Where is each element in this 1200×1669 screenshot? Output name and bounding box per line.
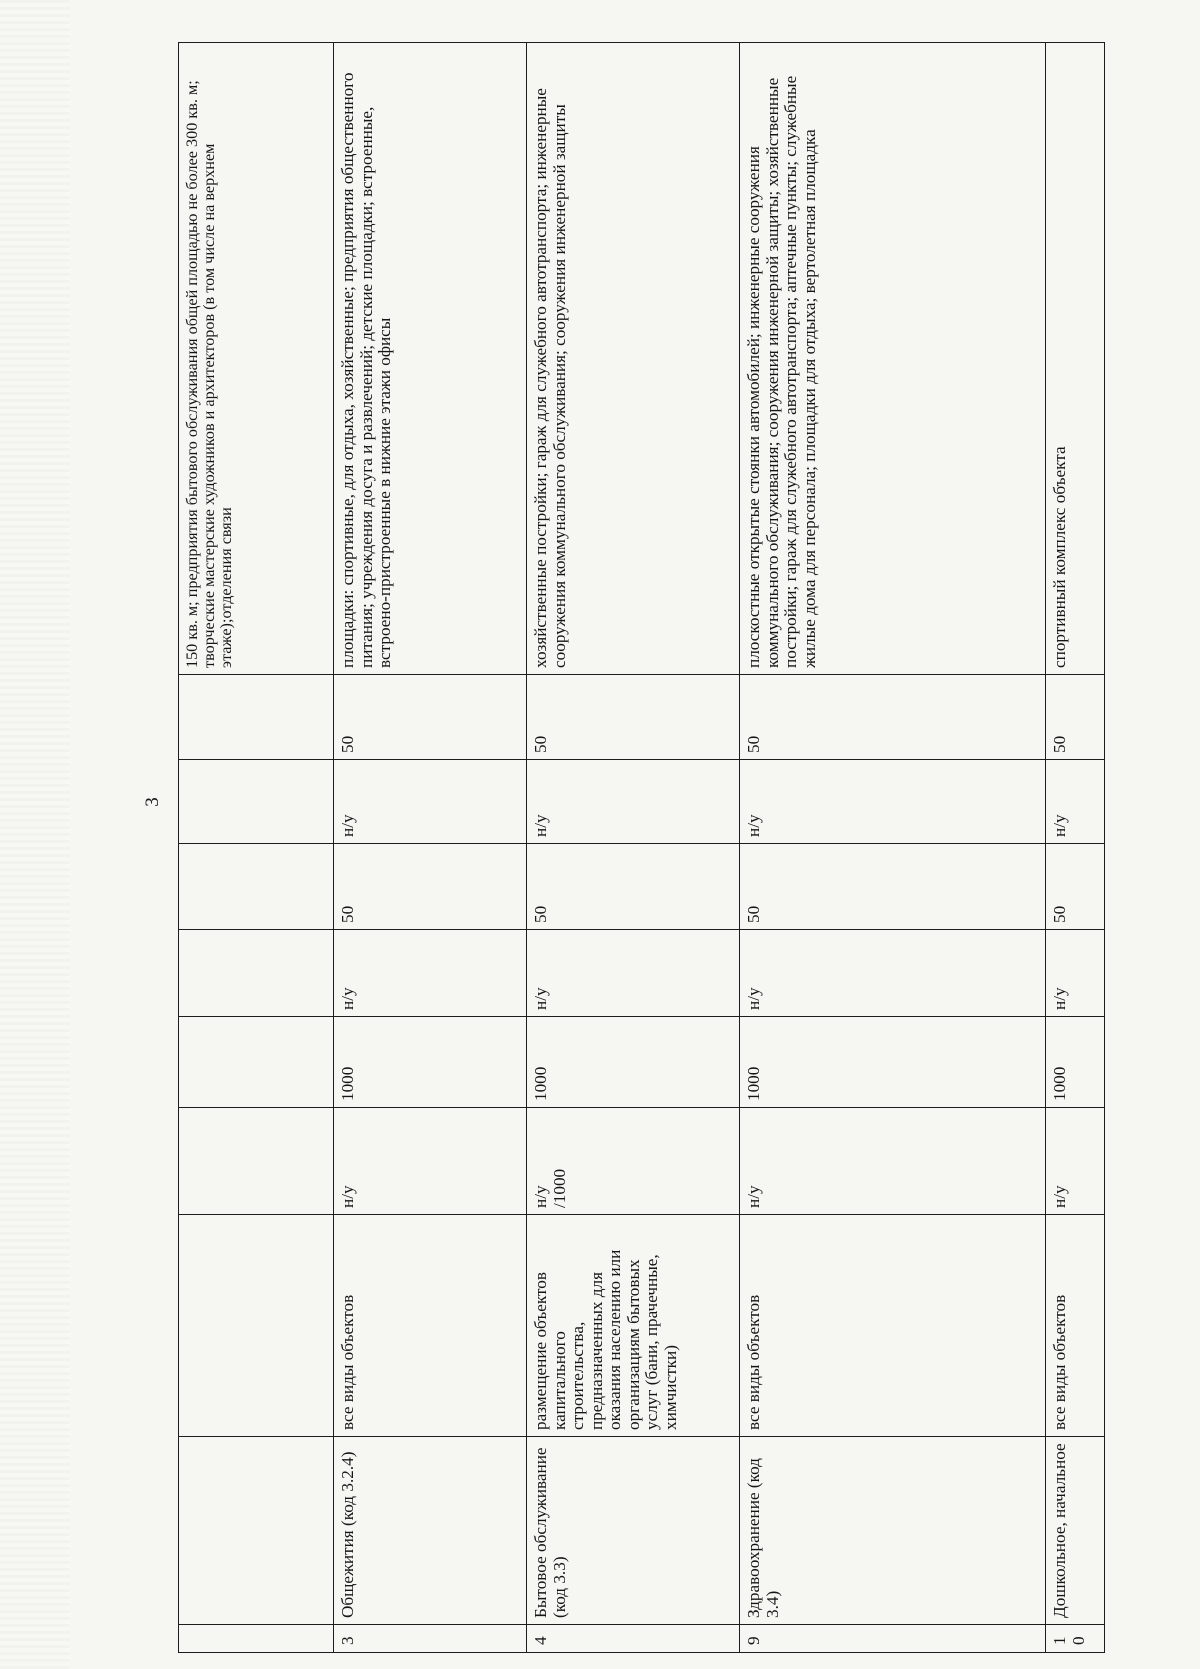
parameter-value-6: 50 <box>1050 735 1069 753</box>
parameter-cell-1 <box>740 1108 1046 1215</box>
permitted-objects-cell <box>1046 1215 1105 1437</box>
auxiliary-uses-cell <box>334 43 527 675</box>
page-number: 3 <box>142 797 163 807</box>
parameter-cell-4 <box>334 844 527 930</box>
permitted-objects-cell <box>740 1215 1046 1437</box>
parameter-cell-6 <box>740 675 1046 760</box>
parameter-value-3: н/у <box>338 987 357 1010</box>
permitted-objects: все виды объектов <box>338 1294 357 1430</box>
parameter-cell-1 <box>179 1108 334 1215</box>
land-use-type-cell <box>334 1437 527 1625</box>
land-use-type: Общежития (код 3.2.4) <box>338 1451 357 1618</box>
auxiliary-uses-cell <box>1046 43 1105 675</box>
auxiliary-uses: плоскостные открытые стоянки автомобилей; инженерные сооружения коммунального обслуживания; сооружения инженерной защиты; хозяйственные постройки; гараж для служебного автотранспорта; аптечные пункты; служебные жилые дома для персонала; площадки для отдыха; вертолетная площадка <box>744 75 819 668</box>
parameter-value-6: 50 <box>744 735 763 753</box>
row-number: 10 <box>1050 1636 1088 1645</box>
permitted-objects: размещение объектов капитального строительства, предназначенных для оказания населению или организациям бытовых услуг (бани, прачечные, химчистки) <box>531 1249 681 1430</box>
parameter-cell-2 <box>527 1017 740 1108</box>
parameter-value-1: н/у /1000 <box>531 1168 569 1208</box>
parameter-cell-1 <box>334 1108 527 1215</box>
rotated-table-page <box>178 43 1104 1653</box>
parameter-cell-4 <box>740 844 1046 930</box>
parameter-cell-2 <box>1046 1017 1105 1108</box>
parameter-value-3: н/у <box>744 987 763 1010</box>
parameter-cell-5 <box>527 760 740 844</box>
scan-margin-texture <box>0 0 70 1669</box>
parameter-cell-2 <box>740 1017 1046 1108</box>
auxiliary-uses-cell <box>740 43 1046 675</box>
parameter-cell-6 <box>334 675 527 760</box>
permitted-objects-cell <box>527 1215 740 1437</box>
land-use-type-cell <box>527 1437 740 1625</box>
parameter-cell-6 <box>527 675 740 760</box>
parameter-value-2: 1000 <box>531 1066 550 1101</box>
parameter-value-4: 50 <box>531 905 550 923</box>
auxiliary-uses: площадки: спортивные, для отдыха, хозяйственные; предприятия общественного питания; учреждения досуга и развлечений; детские площадки; встроенные, встроено-пристроенные в нижние этажи офисы <box>338 72 395 668</box>
parameter-value-5: н/у <box>744 814 763 837</box>
parameter-cell-4 <box>527 844 740 930</box>
row-number-cell <box>740 1625 1046 1653</box>
row-number: 3 <box>338 1636 357 1645</box>
permitted-objects-cell <box>179 1215 334 1437</box>
row-number: 4 <box>531 1636 550 1645</box>
auxiliary-uses-cell <box>179 43 334 675</box>
row-number-cell <box>1046 1625 1105 1653</box>
parameter-cell-6 <box>179 675 334 760</box>
row-number-cell <box>179 1625 334 1653</box>
parameter-value-5: н/у <box>1050 814 1069 837</box>
permitted-objects: все виды объектов <box>744 1294 763 1430</box>
parameter-cell-6 <box>1046 675 1105 760</box>
parameter-cell-3 <box>740 930 1046 1017</box>
parameter-value-4: 50 <box>1050 905 1069 923</box>
parameter-cell-2 <box>179 1017 334 1108</box>
permitted-objects: все виды объектов <box>1050 1294 1069 1430</box>
table-row <box>527 43 740 1653</box>
row-number: 9 <box>744 1636 763 1645</box>
parameter-cell-5 <box>740 760 1046 844</box>
parameter-value-1: н/у <box>338 1185 357 1208</box>
parameter-cell-3 <box>527 930 740 1017</box>
land-use-type-cell <box>740 1437 1046 1625</box>
parameter-cell-1 <box>527 1108 740 1215</box>
land-use-type: Дошкольное, начальное <box>1050 1443 1069 1618</box>
parameter-cell-3 <box>1046 930 1105 1017</box>
parameter-value-1: н/у <box>1050 1185 1069 1208</box>
parameter-value-2: 1000 <box>1050 1066 1069 1101</box>
parameter-cell-3 <box>179 930 334 1017</box>
table-row <box>334 43 527 1653</box>
parameter-value-4: 50 <box>744 905 763 923</box>
parameter-value-4: 50 <box>338 905 357 923</box>
auxiliary-uses-cell <box>527 43 740 675</box>
parameter-cell-5 <box>179 760 334 844</box>
auxiliary-uses: 150 кв. м; предприятия бытового обслуживания общей площадью не более 300 кв. м; творческие мастерские художников и архитекторов (в том числе на верхнем этаже);отделения связи <box>183 80 235 668</box>
parameter-value-2: 1000 <box>338 1066 357 1101</box>
parameter-cell-5 <box>1046 760 1105 844</box>
parameter-value-3: н/у <box>1050 987 1069 1010</box>
parameter-cell-3 <box>334 930 527 1017</box>
table-row <box>179 43 334 1653</box>
land-use-type-cell <box>1046 1437 1105 1625</box>
parameter-value-5: н/у <box>531 814 550 837</box>
table-row <box>1046 43 1105 1653</box>
parameter-value-6: 50 <box>338 735 357 753</box>
parameter-value-1: н/у <box>744 1185 763 1208</box>
parameter-cell-4 <box>179 844 334 930</box>
land-use-type-cell <box>179 1437 334 1625</box>
auxiliary-uses: спортивный комплекс объекта <box>1050 446 1069 668</box>
land-use-table <box>178 42 1105 1653</box>
parameter-value-2: 1000 <box>744 1066 763 1101</box>
parameter-value-6: 50 <box>531 735 550 753</box>
row-number-cell <box>527 1625 740 1653</box>
land-use-type: Здравоохранение (код 3.4) <box>744 1458 782 1618</box>
parameter-cell-1 <box>1046 1108 1105 1215</box>
table-row <box>740 43 1046 1653</box>
permitted-objects-cell <box>334 1215 527 1437</box>
auxiliary-uses: хозяйственные постройки; гараж для служебного автотранспорта; инженерные сооружения коммунального обслуживания; сооружения инженерной защиты <box>531 88 569 668</box>
row-number-cell <box>334 1625 527 1653</box>
parameter-value-3: н/у <box>531 987 550 1010</box>
parameter-cell-4 <box>1046 844 1105 930</box>
parameter-cell-5 <box>334 760 527 844</box>
parameter-value-5: н/у <box>338 814 357 837</box>
land-use-type: Бытовое обслуживание (код 3.3) <box>531 1447 569 1618</box>
parameter-cell-2 <box>334 1017 527 1108</box>
